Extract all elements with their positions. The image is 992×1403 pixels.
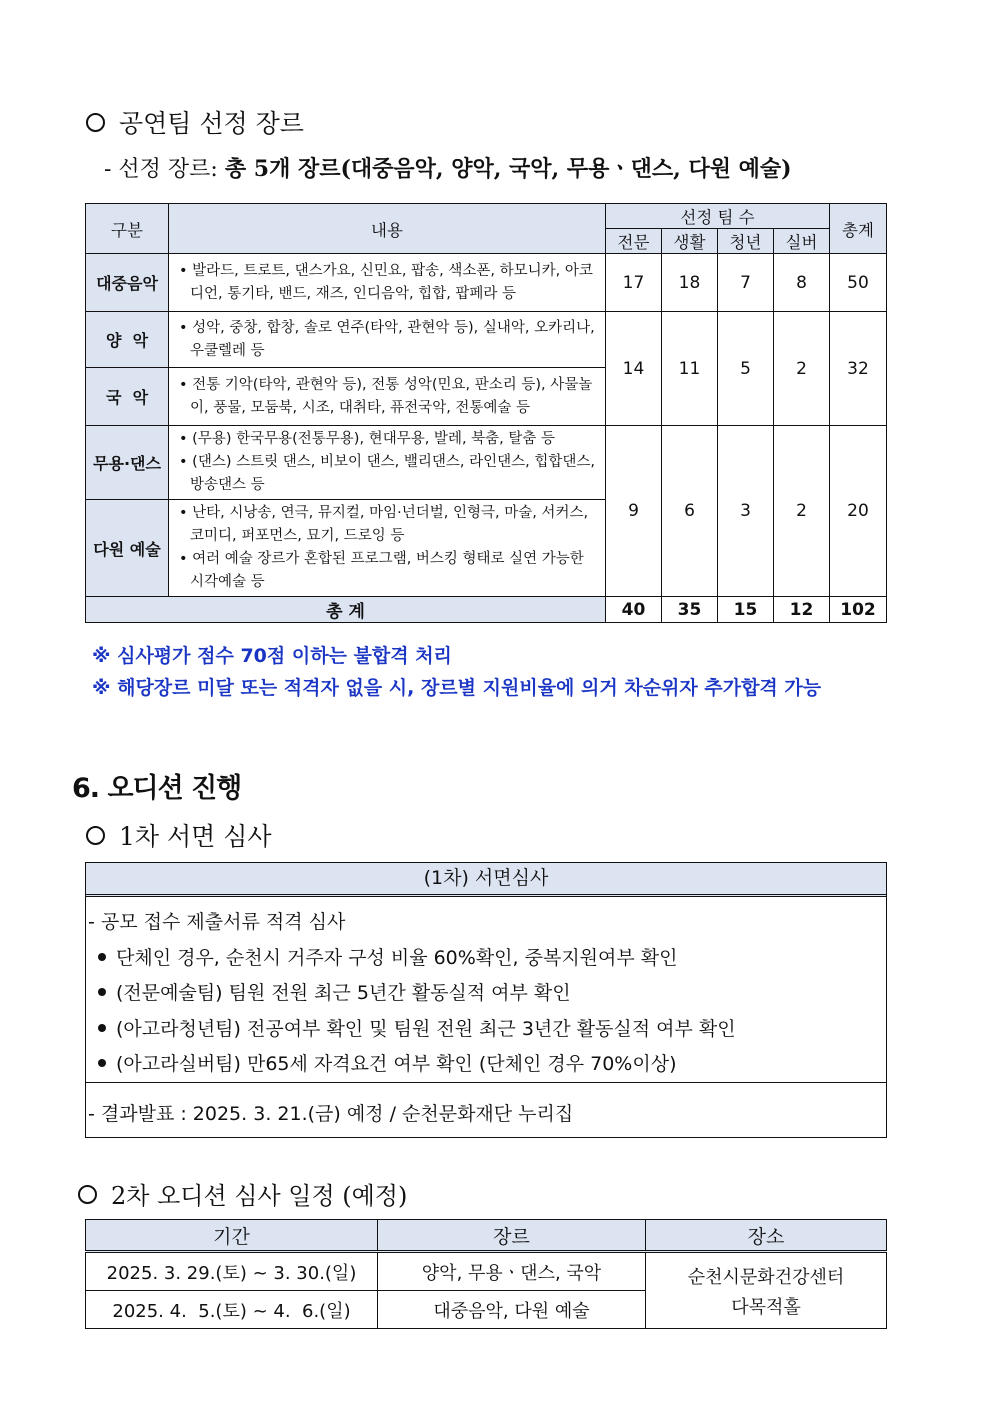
cell-value: 14 — [606, 312, 662, 426]
bullet-icon — [98, 1059, 106, 1067]
cell-period: 2025. 4. 5.(토) ~ 4. 6.(일) — [86, 1291, 378, 1329]
first-review-heading: 1차 서면 심사 — [86, 817, 272, 853]
header-daily-life: 생활 — [662, 229, 718, 254]
row-desc-korean: • 전통 기악(타악, 관현악 등), 전통 성악(민요, 판소리 등), 사물놀이, 풍물, 모둠북, 시조, 대취타, 퓨전국악, 전통예술 등 — [169, 368, 606, 426]
second-audition-table — [85, 1219, 887, 1329]
row-label-western: 양 악 — [86, 312, 169, 368]
total-label: 총 계 — [86, 597, 606, 623]
header-silver: 실버 — [774, 229, 830, 254]
cell-genre: 대중음악, 다원 예술 — [378, 1291, 646, 1329]
table-row — [86, 254, 887, 312]
cell-value: 3 — [718, 426, 774, 597]
cell-genre: 양악, 무용ㆍ댄스, 국악 — [378, 1252, 646, 1291]
audition-section-heading: 6. 오디션 진행 — [72, 773, 242, 804]
row-desc-dance: • (무용) 한국무용(전통무용), 현대무용, 발레, 북춤, 탈춤 등 • (댄스) 스트릿 댄스, 비보이 댄스, 밸리댄스, 라인댄스, 힙합댄스,방송댄스 등 — [169, 426, 606, 500]
bullet-icon — [98, 988, 106, 996]
note-additional-pass: ※ 해당장르 미달 또는 적격자 없을 시, 장르별 지원비율에 의거 차순위자 추가합격 가능 — [92, 677, 822, 699]
genre-section-heading: 공연팀 선정 장르 — [86, 104, 304, 140]
cell-total: 20 — [830, 426, 887, 597]
second-audition-heading: 2차 오디션 심사 일정 (예정) — [78, 1176, 407, 1211]
cell-total-value: 40 — [606, 597, 662, 623]
row-label-korean: 국 악 — [86, 368, 169, 426]
cell-value: 2 — [774, 426, 830, 597]
table-row — [86, 312, 887, 368]
table-total-row — [86, 597, 887, 623]
cell-period: 2025. 3. 29.(토) ~ 3. 30.(일) — [86, 1252, 378, 1291]
header-period: 기간 — [86, 1220, 378, 1252]
cell-value: 2 — [774, 312, 830, 426]
cell-value: 11 — [662, 312, 718, 426]
cell-value: 8 — [774, 254, 830, 312]
row-desc-pop: • 발라드, 트로트, 댄스가요, 신민요, 팝송, 색소폰, 하모니카, 아코디언, 통기타, 밴드, 재즈, 인디음악, 힙합, 팝페라 등 — [169, 254, 606, 312]
list-item: 단체인 경우, 순천시 거주자 구성 비율 60%확인, 중복지원여부 확인 — [86, 943, 677, 970]
header-selected-teams: 선정 팀 수 — [606, 204, 830, 229]
bullet-icon — [98, 1024, 106, 1032]
list-item: (전문예술팀) 팀원 전원 최근 5년간 활동실적 여부 확인 — [86, 978, 571, 1005]
note-fail-score: ※ 심사평가 점수 70점 이하는 불합격 처리 — [92, 645, 452, 667]
cell-value: 5 — [718, 312, 774, 426]
cell-total-value: 12 — [774, 597, 830, 623]
cell-value: 7 — [718, 254, 774, 312]
row-label-pop: 대중음악 — [86, 254, 169, 312]
list-item: (아고라실버팀) 만65세 자격요건 여부 확인 (단체인 경우 70%이상) — [86, 1049, 676, 1076]
cell-total-value: 15 — [718, 597, 774, 623]
row-desc-multi: • 난타, 시낭송, 연극, 뮤지컬, 마임·넌더벌, 인형극, 마술, 서커스, 코미디, 퍼포먼스, 묘기, 드로잉 등 • 여러 예술 장르가 혼합된 프로그램, 버스킹 형태로 실연 가능한 시각예술 등 — [169, 500, 606, 597]
row-desc-western: • 성악, 중창, 합창, 솔로 연주(타악, 관현악 등), 실내악, 오카리나, 우쿨렐레 등 — [169, 312, 606, 368]
header-genre: 장르 — [378, 1220, 646, 1252]
cell-total: 50 — [830, 254, 887, 312]
header-youth: 청년 — [718, 229, 774, 254]
first-review-line: - 공모 접수 제출서류 적격 심사 — [88, 911, 346, 933]
cell-value: 17 — [606, 254, 662, 312]
header-professional: 전문 — [606, 229, 662, 254]
cell-total: 32 — [830, 312, 887, 426]
cell-value: 9 — [606, 426, 662, 597]
genre-table — [85, 203, 887, 623]
circle-bullet-icon — [86, 826, 105, 845]
genre-subtitle: - 선정 장르: 총 5개 장르(대중음악, 양악, 국악, 무용ㆍ댄스, 다원 예술) — [104, 156, 792, 182]
first-review-box — [85, 862, 887, 1138]
table-row — [86, 426, 887, 500]
header-venue: 장소 — [646, 1220, 887, 1252]
row-label-dance: 무용·댄스 — [86, 426, 169, 500]
cell-venue: 순천시문화건강센터 다목적홀 — [646, 1252, 887, 1329]
list-item: (아고라청년팀) 전공여부 확인 및 팀원 전원 최근 3년간 활동실적 여부 확인 — [86, 1014, 736, 1041]
table-row — [86, 1252, 887, 1291]
cell-value: 18 — [662, 254, 718, 312]
header-total: 총계 — [830, 204, 887, 254]
header-content: 내용 — [169, 204, 606, 254]
cell-total-value: 102 — [830, 597, 887, 623]
row-label-multi: 다원 예술 — [86, 500, 169, 597]
cell-value: 6 — [662, 426, 718, 597]
bullet-icon — [98, 953, 106, 961]
cell-total-value: 35 — [662, 597, 718, 623]
header-category: 구분 — [86, 204, 169, 254]
divider — [86, 1082, 886, 1083]
circle-bullet-icon — [78, 1185, 97, 1204]
first-review-box-title: (1차) 서면심사 — [86, 863, 886, 897]
circle-bullet-icon — [86, 113, 105, 132]
result-announcement: - 결과발표 : 2025. 3. 21.(금) 예정 / 순천문화재단 누리집 — [88, 1103, 574, 1125]
